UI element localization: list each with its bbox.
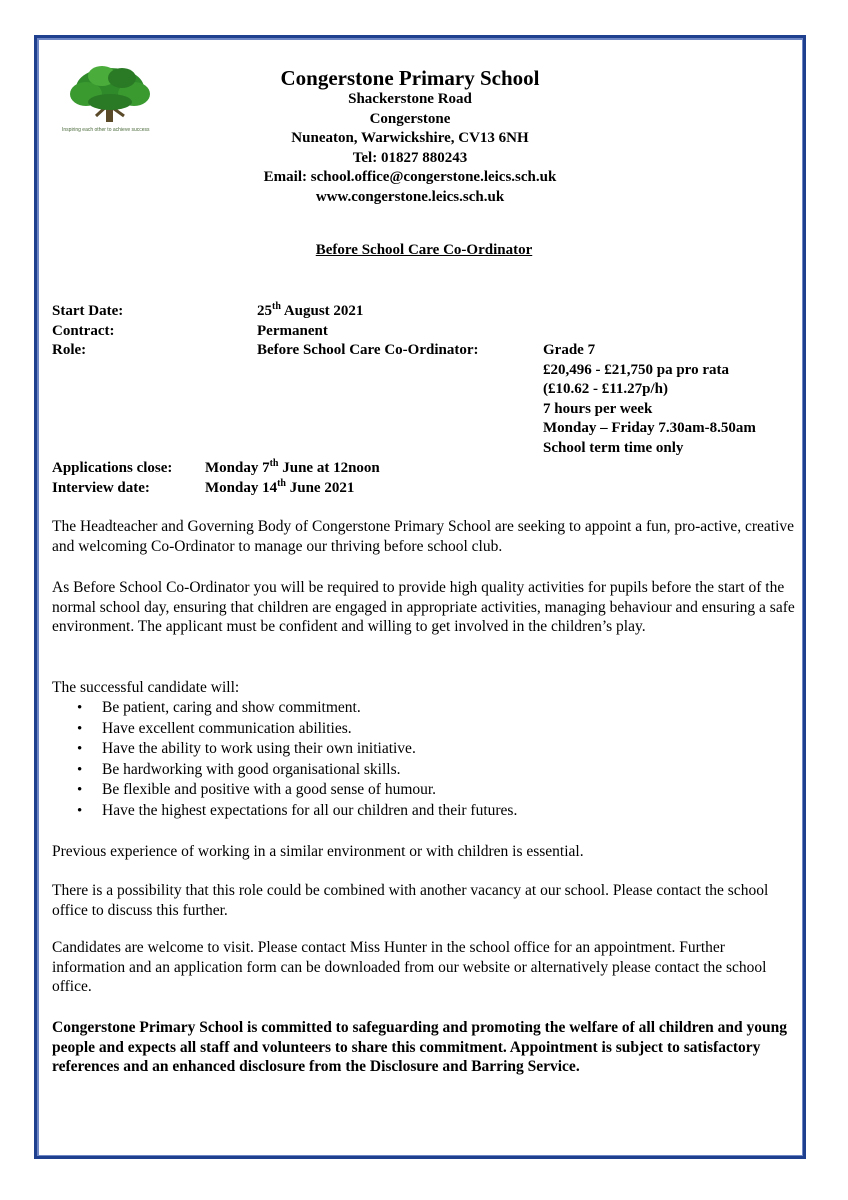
tree-logo-icon bbox=[58, 58, 170, 138]
visit-paragraph: Candidates are welcome to visit. Please contact Miss Hunter in the school office for an appointment. Further information and an application form can be downloaded from our website or alternatively please contact the school office. bbox=[52, 939, 767, 995]
address-line-2: Congerstone bbox=[369, 110, 451, 127]
list-item: • Have the ability to work using their own initiative. bbox=[52, 739, 517, 760]
applications-close-value: Monday 7th June at 12noon bbox=[205, 458, 380, 476]
role-details: Grade 7 £20,496 - £21,750 pa pro rata (£10.62 - £11.27p/h) 7 hours per week Monday – Friday 7.30am-8.50am School term time only bbox=[543, 342, 756, 456]
contract-label: Contract: bbox=[52, 323, 115, 339]
interview-date-label: Interview date: bbox=[52, 480, 150, 496]
contract-value: Permanent bbox=[257, 323, 328, 339]
intro-paragraph: The Headteacher and Governing Body of Congerstone Primary School are seeking to appoint a fun, pro-active, creative and welcoming Co-Ordinator to manage our thriving before school club. bbox=[52, 518, 795, 555]
list-item: • Have excellent communication abilities. bbox=[52, 719, 517, 740]
list-item: • Have the highest expectations for all our children and their futures. bbox=[52, 801, 517, 822]
list-item: • Be flexible and positive with a good sense of humour. bbox=[52, 780, 517, 801]
job-title: Before School Care Co-Ordinator bbox=[315, 242, 533, 258]
candidate-intro: The successful candidate will: bbox=[52, 679, 240, 696]
role-label: Role: bbox=[52, 342, 87, 358]
telephone: Tel: 01827 880243 bbox=[352, 149, 468, 166]
email: Email: school.office@congerstone.leics.sch.uk bbox=[263, 169, 557, 185]
school-logo bbox=[58, 58, 170, 138]
school-header bbox=[200, 66, 620, 207]
safeguarding-statement: Congerstone Primary School is committed to safeguarding and promoting the welfare of all children and young people and expects all staff and volunteers to share this commitment. Appointment is subject to satisfactory references and an enhanced disclosure from the Disclosure and Barring Service. bbox=[52, 1019, 787, 1075]
address-line-3: Nuneaton, Warwickshire, CV13 6NH bbox=[291, 130, 529, 146]
combined-role-paragraph: There is a possibility that this role could be combined with another vacancy at our school. Please contact the school office to discuss this further. bbox=[52, 882, 769, 919]
address-line-1: Shackerstone Road bbox=[348, 91, 472, 107]
school-name: Congerstone Primary School bbox=[280, 66, 540, 90]
role-description: As Before School Co-Ordinator you will be required to provide high quality activities for pupils before the start of the normal school day, ensuring that children are engaged in appropriate activities, managing behaviour and ensuring a safe environment. The applicant must be confident and willing to get involved in the children’s play. bbox=[52, 579, 795, 635]
applications-close-label: Applications close: bbox=[52, 460, 173, 476]
start-date-value: 25th August 2021 bbox=[257, 301, 364, 319]
role-value: Before School Care Co-Ordinator: bbox=[257, 342, 479, 358]
interview-date-value: Monday 14th June 2021 bbox=[205, 478, 355, 496]
svg-text:Inspiring each other to achiev: Inspiring each other to achieve success bbox=[62, 127, 150, 133]
start-date-label: Start Date: bbox=[52, 303, 124, 319]
list-item: • Be hardworking with good organisational skills. bbox=[52, 760, 517, 781]
list-item: • Be patient, caring and show commitment. bbox=[52, 698, 517, 719]
experience-paragraph: Previous experience of working in a similar environment or with children is essential. bbox=[52, 843, 584, 860]
qualities-list bbox=[52, 698, 517, 821]
website: www.congerstone.leics.sch.uk bbox=[315, 188, 505, 205]
